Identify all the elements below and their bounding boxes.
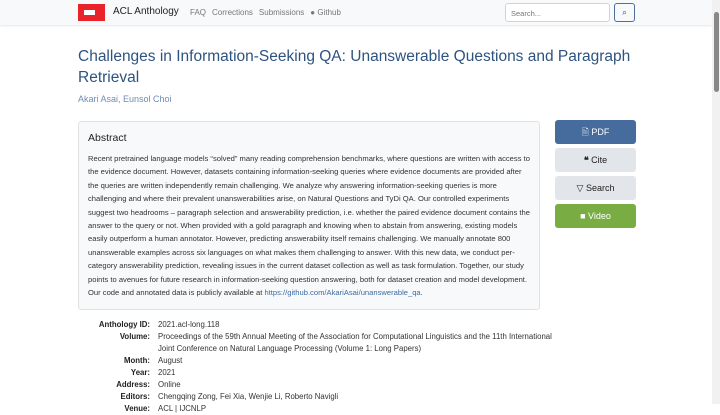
nav-submissions[interactable]: Submissions xyxy=(258,8,305,17)
metadata-key: Volume: xyxy=(119,332,150,342)
action-buttons xyxy=(555,120,636,228)
abstract-card xyxy=(78,121,540,310)
metadata-row xyxy=(80,403,638,415)
gem-icon: ▽ xyxy=(576,183,584,193)
metadata-key: Editors: xyxy=(120,392,150,402)
file-pdf-icon: 🗎 xyxy=(581,127,589,137)
search-input[interactable]: Search... xyxy=(505,3,610,22)
pdf-button[interactable] xyxy=(555,120,636,144)
acl-logo-icon[interactable] xyxy=(78,4,105,21)
metadata-key: Address: xyxy=(116,380,150,390)
video-label: Video xyxy=(588,211,611,221)
metadata-key: Venue: xyxy=(124,404,150,414)
pdf-label: PDF xyxy=(591,127,610,137)
abstract-text xyxy=(88,152,530,299)
main-content xyxy=(78,46,638,415)
metadata-row xyxy=(80,331,638,355)
video-button[interactable] xyxy=(555,204,636,228)
abstract-body: Recent pretrained language models “solved” many reading comprehension benchmarks, where questions are written with access to the evidence document. However, datasets containing information-seeking queries where evidence documents are provided after the queries are written independently remain challenging. We analyze why answering information-seeking queries is more challenging and where their prevalent unanswerabilities arise, on Natural Questions and TyDi QA. Our controlled experiments suggest two headrooms – paragraph selection and answerability prediction, i.e. whether the paired evidence document contains the answer to the query or not. When provided with a gold paragraph and knowing when to abstain from answering, existing models easily outperform a human annotator. However, predicting answerability itself remains challenging. We manually annotate 800 unanswerable examples across six languages on what makes them challenging to answer. With this new data, we conduct per-category answerability prediction, revealing issues in the current dataset collection as well as task formulation. Together, our study points to avenues for future research in information-seeking question answering, both for dataset creation and model development. Our code and annotated data is publicly available at xyxy=(88,154,530,298)
scrollbar[interactable] xyxy=(712,0,720,404)
metadata-key: Month: xyxy=(124,356,150,366)
navbar xyxy=(0,0,712,25)
nav-github[interactable] xyxy=(310,8,341,17)
metadata-key: Year: xyxy=(130,368,150,378)
metadata-row xyxy=(80,355,638,367)
metadata-row xyxy=(80,379,638,391)
brand-link[interactable]: ACL Anthology xyxy=(113,6,179,17)
content-row xyxy=(78,121,638,310)
search-button[interactable] xyxy=(614,3,635,22)
search-paper-button[interactable] xyxy=(555,176,636,200)
metadata-link[interactable]: Proceedings of the 59th Annual Meeting of the Association for Computational Linguistics and the 11th International Joint Conference on Natural Language Processing (Volume 1: Long Papers) xyxy=(158,332,552,354)
metadata-value: 2021 xyxy=(158,368,176,378)
paper-authors[interactable]: Akari Asai, Eunsol Choi xyxy=(78,94,172,104)
nav-github-label: Github xyxy=(317,8,341,17)
code-link[interactable]: https://github.com/AkariAsai/unanswerable_qa xyxy=(264,288,421,298)
search-label: Search xyxy=(585,183,615,193)
nav-faq[interactable]: FAQ xyxy=(190,8,207,17)
metadata-key: Anthology ID: xyxy=(98,320,150,330)
metadata-row xyxy=(80,319,638,331)
cite-button[interactable] xyxy=(555,148,636,172)
scrollbar-thumb[interactable] xyxy=(714,12,719,92)
metadata-link[interactable]: Chengqing Zong, Fei Xia, Wenjie Li, Roberto Navigli xyxy=(158,392,339,402)
search-icon: ⌕ xyxy=(621,7,628,17)
abstract-end: . xyxy=(420,288,423,298)
video-icon: ■ xyxy=(580,211,586,221)
cite-label: Cite xyxy=(591,155,608,165)
metadata-value: Online xyxy=(158,380,181,390)
metadata-value: August xyxy=(158,356,183,366)
abstract-heading: Abstract xyxy=(88,132,127,144)
metadata-row xyxy=(80,391,638,403)
metadata-list xyxy=(80,319,638,415)
metadata-link[interactable]: ACL | IJCNLP xyxy=(158,404,207,414)
github-icon: ● xyxy=(310,8,316,17)
paper-title: Challenges in Information-Seeking QA: Unanswerable Questions and Paragraph Retrieval xyxy=(78,48,631,86)
metadata-row xyxy=(80,367,638,379)
nav-corrections[interactable]: Corrections xyxy=(212,8,253,17)
quote-icon: ❝ xyxy=(583,155,589,165)
metadata-value: 2021.acl-long.118 xyxy=(158,320,220,330)
